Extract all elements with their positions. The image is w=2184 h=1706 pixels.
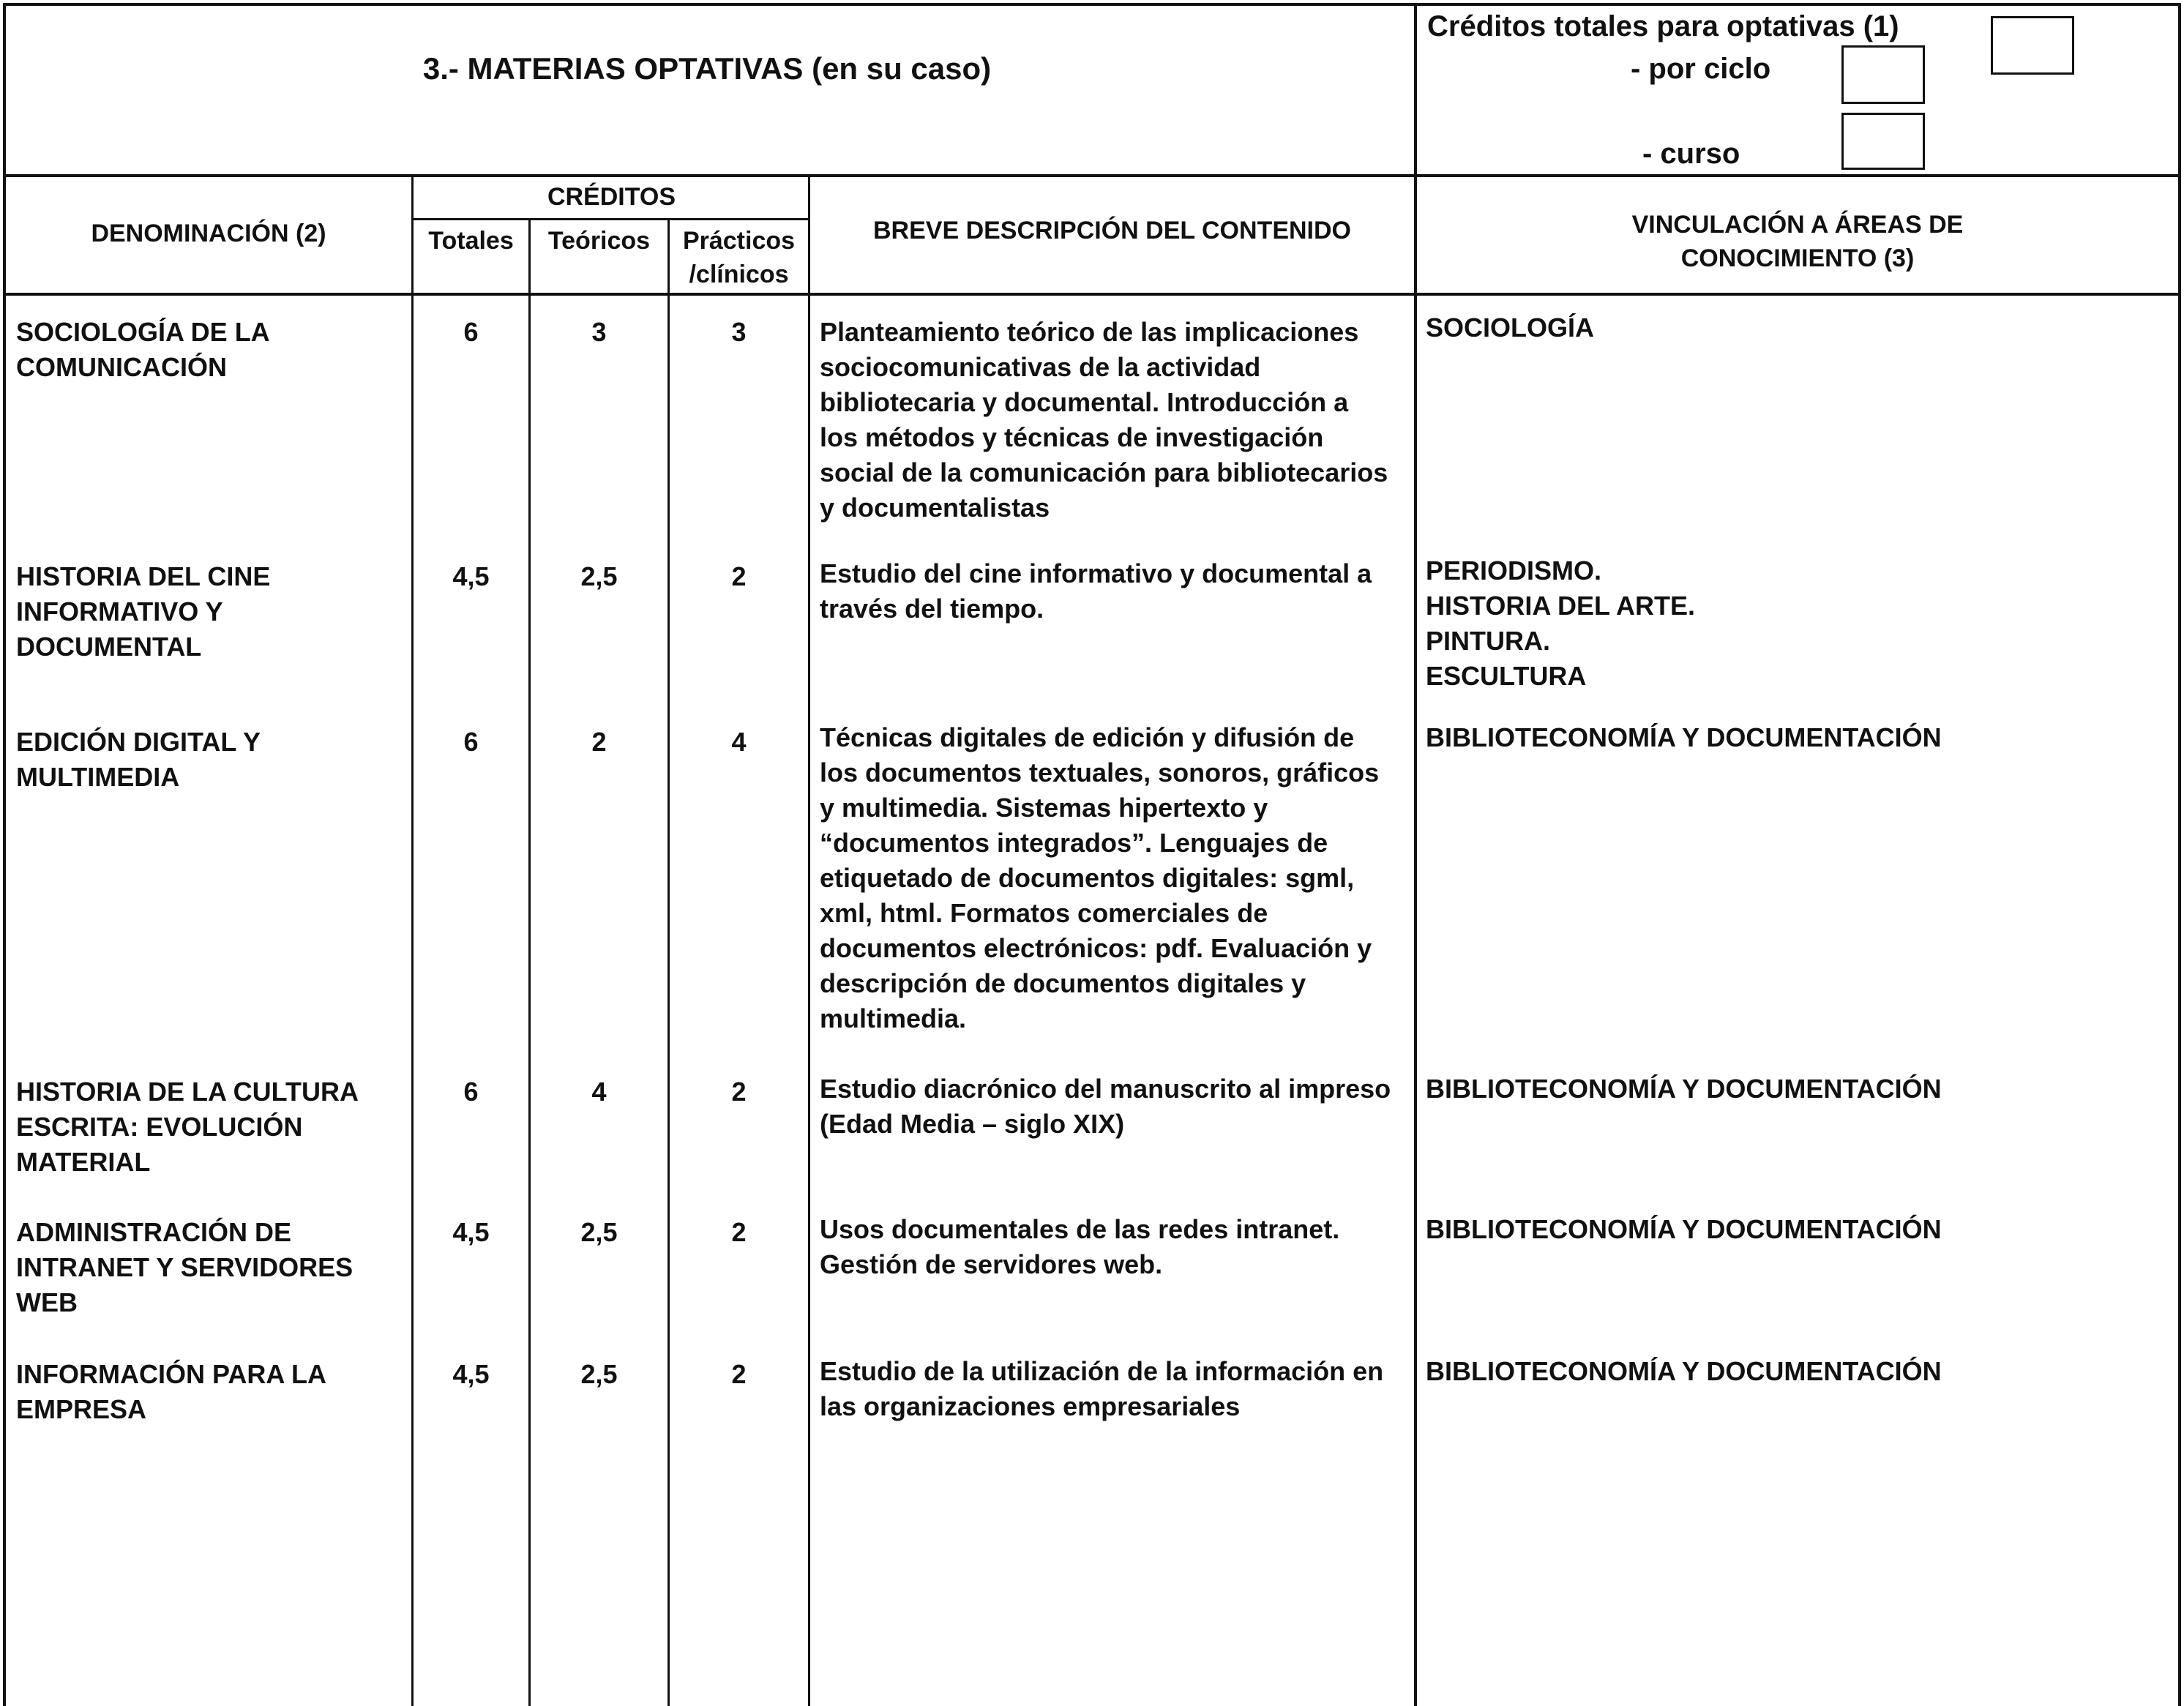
colheader-bottom-line: [3, 293, 2181, 296]
row-totales: 6: [463, 727, 479, 757]
frame-top: [3, 3, 2181, 6]
row-practicos: 2: [731, 1077, 747, 1107]
row-practicos: 2: [731, 561, 747, 591]
row-teoricos: 2,5: [580, 1359, 618, 1389]
per-course-field[interactable]: [1841, 113, 1925, 170]
row-practicos: 2: [731, 1359, 747, 1389]
row-descripcion: Planteamiento teórico de las implicaciones sociocomunicativas de la actividad bibliotecaria y documental. Introducción a los métodos y técnicas de investigación social de la comunicación para bibliotecarios y documentalistas: [820, 317, 1388, 523]
frame-right: [2178, 3, 2181, 1706]
col-line-descripcion: [808, 176, 810, 1706]
row-practicos: 2: [731, 1217, 747, 1247]
row-teoricos: 3: [591, 317, 607, 347]
row-descripcion: Estudio de la utilización de la información en las organizaciones empresariales: [820, 1356, 1384, 1421]
header-bottom-line: [3, 174, 2181, 177]
col-header-denominacion: DENOMINACIÓN (2): [91, 220, 326, 247]
row-descripcion: Usos documentales de las redes intranet. Gestión de servidores web.: [820, 1214, 1340, 1279]
row-areas: BIBLIOTECONOMÍA Y DOCUMENTACIÓN: [1426, 1214, 1942, 1244]
row-name: HISTORIA DEL CINE INFORMATIVO Y DOCUMENTAL: [16, 561, 271, 662]
creditos-sub-line: [411, 218, 809, 220]
row-teoricos: 2: [591, 727, 607, 757]
col-header-descripcion: BREVE DESCRIPCIÓN DEL CONTENIDO: [872, 217, 1351, 244]
row-totales: 4,5: [452, 1359, 490, 1389]
row-teoricos: 2,5: [580, 1217, 618, 1247]
row-name: ADMINISTRACIÓN DE INTRANET Y SERVIDORES WEB: [16, 1217, 354, 1317]
credits-total-label: Créditos totales para optativas (1): [1427, 10, 1899, 42]
row-areas: BIBLIOTECONOMÍA Y DOCUMENTACIÓN: [1426, 722, 1942, 752]
row-areas: SOCIOLOGÍA: [1426, 313, 1595, 343]
col-header-teoricos: Teóricos: [547, 227, 651, 255]
col-line-teoricos: [528, 218, 531, 1706]
col-header-totales: Totales: [428, 227, 514, 255]
row-teoricos: 2,5: [580, 561, 618, 591]
col-line-practicos: [667, 218, 670, 1706]
row-descripcion: Técnicas digitales de edición y difusión de los documentos textuales, sonoros, gráficos y multimedia. Sistemas hipertexto y “documentos integrados”. Lenguajes de etiquetado de documentos digitales: sgml, xml, html. Formatos comerciales de documentos electrónicos: pdf. Evaluación y descripción de documentos digitales y multimedia.: [820, 722, 1380, 1033]
row-practicos: 3: [731, 317, 747, 347]
col-header-vinculacion: VINCULACIÓN A ÁREAS DE CONOCIMIENTO (3): [1631, 211, 1964, 272]
row-areas: BIBLIOTECONOMÍA Y DOCUMENTACIÓN: [1426, 1356, 1942, 1386]
credits-total-field[interactable]: [1991, 16, 2074, 75]
row-areas: BIBLIOTECONOMÍA Y DOCUMENTACIÓN: [1426, 1074, 1942, 1104]
per-cycle-label: - por ciclo: [1631, 53, 1771, 85]
row-descripcion: Estudio diacrónico del manuscrito al impreso (Edad Media – siglo XIX): [820, 1074, 1391, 1139]
col-header-practicos: Prácticos /clínicos: [682, 227, 796, 288]
row-totales: 4,5: [452, 561, 490, 591]
row-totales: 6: [463, 1077, 479, 1107]
row-name: INFORMACIÓN PARA LA EMPRESA: [16, 1359, 326, 1424]
row-totales: 6: [463, 317, 479, 347]
section-title: 3.- MATERIAS OPTATIVAS (en su caso): [422, 51, 992, 86]
row-areas: PERIODISMO. HISTORIA DEL ARTE. PINTURA. ESCULTURA: [1426, 555, 1696, 691]
row-teoricos: 4: [591, 1077, 607, 1107]
row-name: EDICIÓN DIGITAL Y MULTIMEDIA: [16, 727, 261, 792]
row-totales: 4,5: [452, 1217, 490, 1247]
row-descripcion: Estudio del cine informativo y documental a través del tiempo.: [820, 558, 1372, 624]
per-course-label: - curso: [1642, 138, 1740, 170]
col-line-totales: [411, 176, 414, 1706]
col-header-creditos: CRÉDITOS: [547, 183, 676, 211]
row-name: HISTORIA DE LA CULTURA ESCRITA: EVOLUCIÓN MATERIAL: [16, 1077, 359, 1177]
row-practicos: 4: [731, 727, 747, 757]
per-cycle-field[interactable]: [1841, 45, 1925, 104]
frame-left: [3, 3, 6, 1706]
row-name: SOCIOLOGÍA DE LA COMUNICACIÓN: [16, 317, 270, 382]
